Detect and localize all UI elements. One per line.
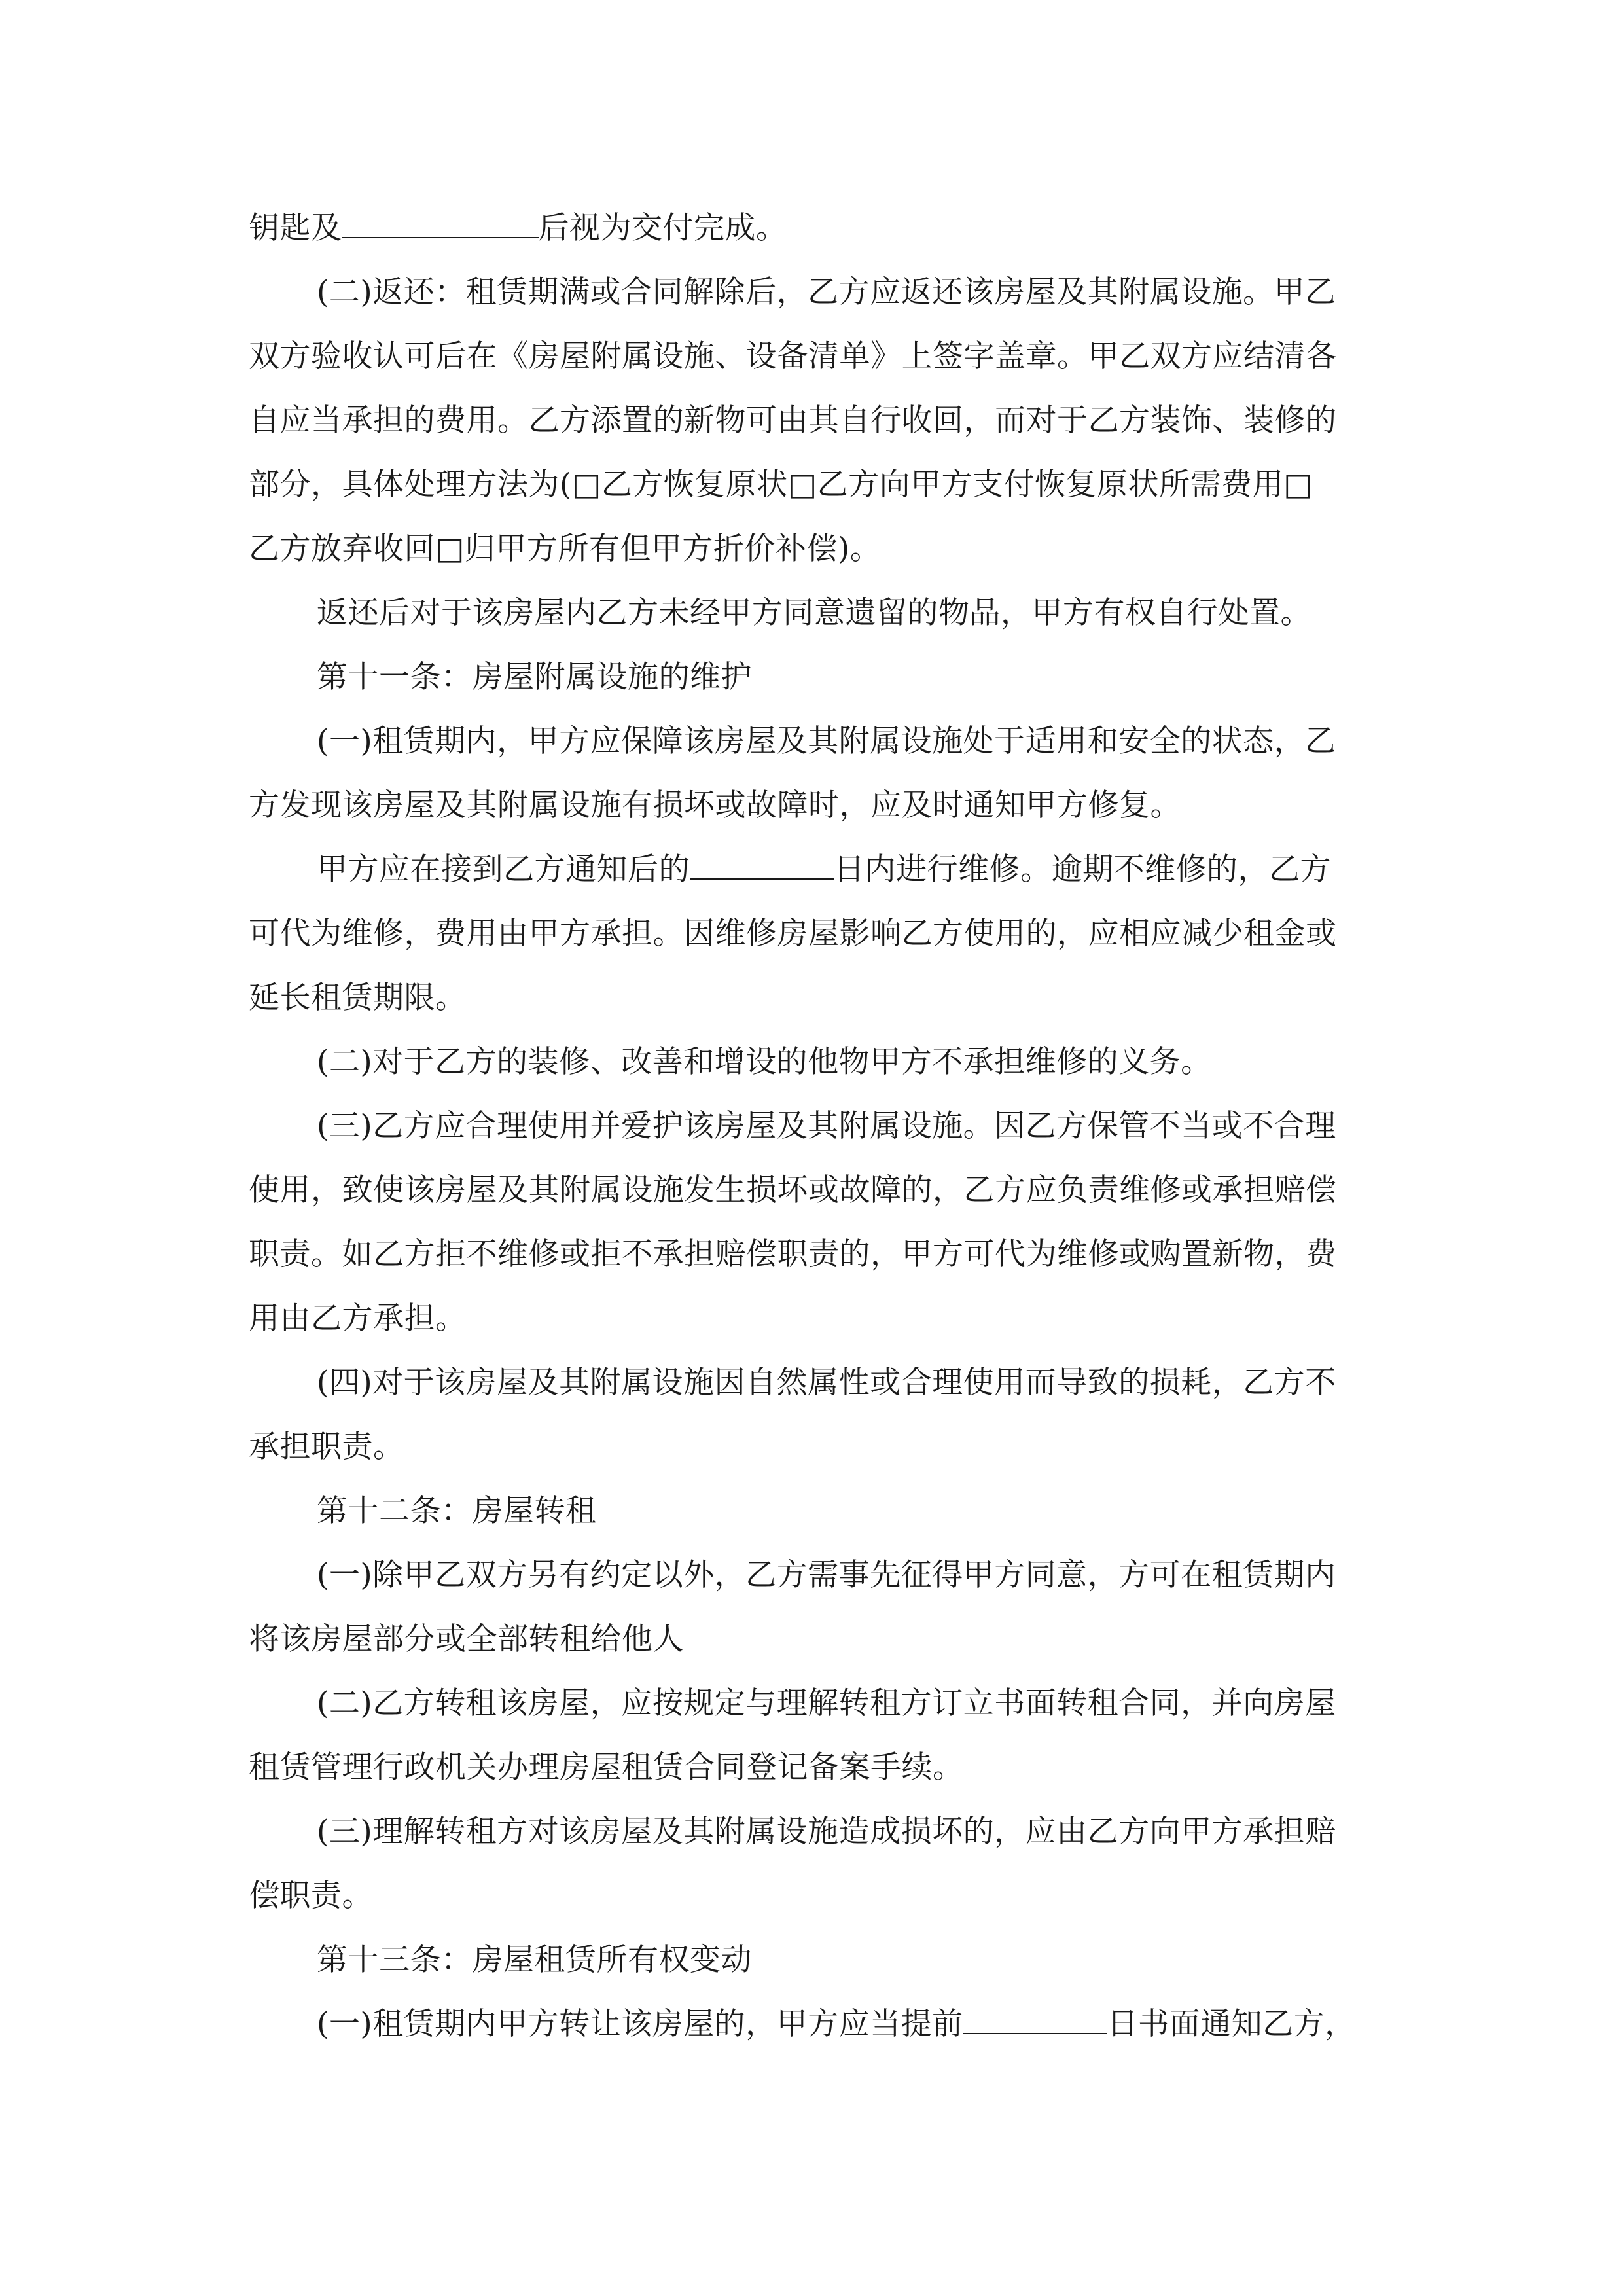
paragraph-line: 双方验收认可后在《房屋附属设施、设备清单》上签字盖章。甲乙双方应结清各 [249,338,1337,374]
document-body [249,196,1381,2056]
paragraph-repair-days [249,838,1381,1030]
heading-article-12 [249,1479,1381,1543]
paragraph-line: 乙方放弃收回□归甲方所有但甲方折价补偿)。 [249,531,882,567]
paragraph-line: 可代为维修，费用由甲方承担。因维修房屋影响乙方使用的，应相应减少租金或 [249,916,1337,952]
paragraph-line: 用由乙方承担。 [249,1300,467,1336]
paragraph-line: 承担职责。 [249,1429,404,1465]
paragraph-line: (二)乙方转租该房屋，应按规定与理解转租方订立书面转租合同，并向房屋 [317,1685,1336,1721]
paragraph-line: 返还后对于该房屋内乙方未经甲方同意遗留的物品，甲方有权自行处置。 [317,595,1311,631]
paragraph-line: 偿职责。 [249,1878,373,1914]
text-notice-post: 日书面通知乙方， [1107,2006,1356,2042]
paragraph-line: (三)理解转租方对该房屋及其附属设施造成损坏的，应由乙方向甲方承担赔 [317,1814,1336,1850]
paragraph-line: 方发现该房屋及其附属设施有损坏或故障时，应及时通知甲方修复。 [249,787,1181,823]
fill-blank-notice-days[interactable] [963,2008,1107,2034]
article-heading: 第十三条：房屋租赁所有权变动 [317,1942,752,1978]
paragraph-sublet-2 [249,1672,1381,1800]
fill-blank-handover[interactable] [342,212,539,238]
text-key-post: 后视为交付完成。 [538,210,787,246]
paragraph-line: 部分，具体处理方法为(□乙方恢复原状□乙方向甲方支付恢复原状所需费用□ [249,467,1313,503]
paragraph-line: (一)除甲乙双方另有约定以外，乙方需事先征得甲方同意，方可在租赁期内 [317,1557,1336,1593]
paragraph-maintenance-3 [249,1094,1381,1351]
paragraph-line: (一)租赁期内，甲方应保障该房屋及其附属设施处于适用和安全的状态，乙 [317,723,1336,759]
article-heading: 第十二条：房屋转租 [317,1493,597,1529]
article-heading: 第十一条：房屋附属设施的维护 [317,659,752,695]
paragraph-line: 职责。如乙方拒不维修或拒不承担赔偿职责的，甲方可代为维修或购置新物，费 [249,1236,1337,1272]
paragraph-line: 租赁管理行政机关办理房屋租赁合同登记备案手续。 [249,1749,964,1785]
paragraph-leftover-items [249,581,1381,645]
text-repair-post: 日内进行维修。逾期不维修的，乙方 [834,852,1331,888]
paragraph-line: (三)乙方应合理使用并爱护该房屋及其附属设施。因乙方保管不当或不合理 [317,1108,1336,1144]
paragraph-line: 使用，致使该房屋及其附属设施发生损坏或故障的，乙方应负责维修或承担赔偿 [249,1172,1337,1208]
paragraph-line: 将该房屋部分或全部转租给他人 [249,1621,684,1657]
paragraph-line: 自应当承担的费用。乙方添置的新物可由其自行收回，而对于乙方装饰、装修的 [249,403,1337,439]
paragraph-sublet-1 [249,1543,1381,1672]
heading-article-13 [249,1928,1381,1992]
paragraph-ownership-1 [249,1992,1381,2056]
paragraph-line: (二)返还：租赁期满或合同解除后，乙方应返还该房屋及其附属设施。甲乙 [317,274,1336,310]
paragraph-maintenance-2 [249,1030,1381,1094]
text-repair-pre: 甲方应在接到乙方通知后的 [317,852,690,888]
paragraph-line: (四)对于该房屋及其附属设施因自然属性或合理使用而导致的损耗，乙方不 [317,1365,1336,1401]
paragraph-maintenance-1 [249,709,1381,838]
paragraph-sublet-3 [249,1800,1381,1928]
text-key-pre: 钥匙及 [249,210,342,246]
paragraph-line: (二)对于乙方的装修、改善和增设的他物甲方不承担维修的义务。 [317,1044,1212,1080]
paragraph-return [249,260,1381,581]
text-notice-pre: (一)租赁期内甲方转让该房屋的，甲方应当提前 [317,2006,963,2042]
paragraph-key-handover [249,196,1381,260]
heading-article-11 [249,645,1381,709]
fill-blank-repair-days[interactable] [690,853,834,880]
paragraph-line: 延长租赁期限。 [249,980,467,1016]
paragraph-maintenance-4 [249,1351,1381,1479]
